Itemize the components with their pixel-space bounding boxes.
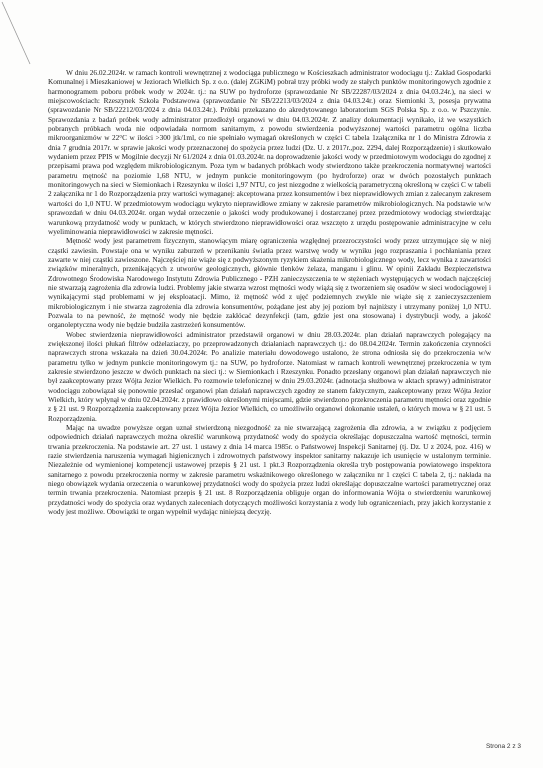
decision-body-text: [48, 68, 491, 517]
page-number-footer: Strona 2 z 3: [485, 743, 521, 750]
paragraph-sampling-results: W dniu 26.02.2024r. w ramach kontroli wewnętrznej z wodociąga publicznego w Kościeszkach administrator wodociągu tj.: Zakład Gospodarki Komunalnej i Mieszkaniowej w Jeziorach Wielkich Sp. z o.o. (dalej ZGKiM) pobrał trzy próbki wody ze stałych punktów monitoringowych zgodnie z harmonogramem poboru próbek wody w 2024r. tj.: na SUW po hydroforze (sprawozdanie Nr SB/22287/03/2024 z dnia 04.03.24r.), na sieci w miejscowościach: Rzeszynek Szkoła Podstawowa (sprawozdanie Nr SB/22213/03/2024 z dnia 04.03.24r.) oraz Siemionki 3, posesja prywatna (sprawozdanie Nr SB/22212/03/2024 z dnia 04.03.24r.). Próbki przekazano do akredytowanego laboratorium SGS Polska Sp. z o.o. w Pszczynie. Sprawozdania z badań próbek wody administrator przedłożył organowi w dniu 04.03.2024r. Z analizy dokumentacji wynikało, iż we wszystkich pobranych próbkach woda nie odpowiadała normom sanitarnym, z powodu stwierdzenia podwyższonej wartości parametru ogólna liczba mikroorganizmów w 22°C w ilości >300 jtk/1ml, co nie spełniało wymagań określonych w części C tabela 1załącznika nr 1 do Ministra Zdrowia z dnia 7 grudnia 2017r. w sprawie jakości wody przeznaczonej do spożycia przez ludzi (Dz. U. z 2017r.,poz. 2294, dalej Rozporządzenie) i skutkowało wydaniem przez PPIS w Mogilnie decyzji Nr 61/2024 z dnia 01.03.2024r. na doprowadzenie jakości wody w przedmiotowym wodociągu do zgodnej z przepisami prawa pod względem mikrobiologicznym. Poza tym w badanych próbkach wody stwierdzono także przekroczenia normatywnej wartości parametru mętność na poziomie 1,68 NTU, w jednym punkcie monitoringowym (po hydroforze) oraz w dwóch pozostałych punktach monitoringowych na sieci w Siemionkach i Rzeszynku w ilości 1,97 NTU, co jest niezgodne z wielkością parametryczną określoną w części C w tabeli 2 załącznika nr 1 do Rozporządzenia przy wartości wymaganej: akceptowana przez konsumentów i bez nieprawidłowych zmian z zalecanym zakresem wartości do 1,0 NTU. W przedmiotowym wodociągu wykryto nieprawidłowe zmiany w zakresie parametrów mikrobiologicznych. Na podstawie w/w sprawozdań w dniu 04.03.2024r. organ wydał orzeczenie o jakości wody produkowanej i dostarczanej przez przedmiotowy wodociąg stwierdzając warunkową przydatność wody w punktach, w których stwierdzono nieprawidłowości oraz wszczęto z urzędu postępowanie administracyjne w celu wyeliminowania nieprawidłowości w zakresie mętności.: [48, 68, 491, 236]
scan-corner-mark: [0, 0, 40, 70]
paragraph-corrective-plan: Wobec stwierdzenia nieprawidłowości administrator przedstawił organowi w dniu 28.03.2024r. plan działań naprawczych polegający na zwiększonej ilości płukań filtrów odżelaziaczy, po przeprowadzonych działaniach naprawczych tj.: do 08.04.2024r. Termin zakończenia czynności naprawczych strona wskazała na dzień 30.04.2024r. Po analizie materiału dowodowego ustalono, że strona odniosła się do przekroczenia w/w parametru tylko w jednym punkcie monitoringowym tj.: na SUW, po hydroforze. Natomiast w ramach kontroli wewnętrznej przekroczenia w tym zakresie stwierdzono jeszcze w dwóch punktach na sieci tj.: w Siemionkach i Rzeszynku. Ponadto przesłany organowi plan działań naprawczych nie był zaakceptowany przez Wójta Jezior Wielkich. Po rozmowie telefonicznej w dniu 29.03.2024r. (adnotacja służbowa w aktach sprawy) administrator wodociągu zobowiązał się ponownie przesłać organowi plan działań naprawczych zgodny ze stanem faktycznym, zaakceptowany przez Wójta Jezior Wielkich, który wpłynął w dniu 02.04.2024r. z prawidłowo określonymi miejscami, gdzie stwierdzono przekroczenia parametru mętności oraz zgodnie z § 21 ust. 9 Rozporządzenia zaakceptowany przez Wójta Jezior Wielkich, co umożliwiło organowi dokonanie ustaleń, o których mowa w § 21 ust. 5 Rozporządzenia.: [48, 329, 491, 423]
paragraph-legal-basis: Mając na uwadze powyższe organ uznał stwierdzoną niezgodność za nie stwarzającą zagrożenia dla zdrowia, a w związku z podjęciem odpowiednich działań naprawczych można określić warunkową przydatność wody do spożycia określając dopuszczalna wartość mętności, termin trwania przekroczenia. Na podstawie art. 27 ust. 1 ustawy z dnia 14 marca 1985r. o Państwowej Inspekcji Sanitarnej (tj. Dz. U z 2024, poz. 416) w razie stwierdzenia naruszenia wymagań higienicznych i zdrowotnych państwowy inspektor sanitarny nakazuje ich usunięcie w ustalonym terminie. Niezależnie od wymienionej kompetencji ustawowej przepis § 21 ust. 1 pkt.3 Rozporządzenia określa tryb postępowania powiatowego inspektora sanitarnego z powodu przekroczenia normy w zakresie parametru wskaźnikowego określonego w załączniku nr 1 części C tabela 2, tj.: nakłada na niego obowiązek wydania orzeczenia o warunkowej przydatności wody do spożycia przez ludzi określając dopuszczalne wartości parametrycznej oraz termin trwania przekroczenia. Natomiast przepis § 21 ust. 8 Rozporządzenia obliguje organ do informowania Wójta o stwierdzeniu warunkowej przydatności wody do spożycia oraz wydanych zaleceniach dotyczących możliwości korzystania z wody lub ograniczeniach, przy jakich korzystanie z wody jest możliwe. Obowiązki te organ wypełnił wydając niniejszą decyzję.: [48, 423, 491, 517]
paragraph-turbidity-explanation: Mętność wody jest parametrem fizycznym, stanowiącym miarę ograniczenia względnej przezroczystości wody przez utrzymujące się w niej cząstki zawiesin. Powstaje ona w wyniku zaburzeń w przenikaniu światła przez warstwę wody w wyniku jego rozpraszania i pochłaniania przez zawarte w niej cząstki zawieszone. Najczęściej nie wiąże się z podwyższonym ryzykiem skażenia mikrobiologicznego wody, lecz wynika z zawartości związków mineralnych, przenikających z utworów geologicznych, głównie tlenków żelaza, manganu i glinu. W opinii Zakładu Bezpieczeństwa Zdrowotnego Środowiska Narodowego Instytutu Zdrowia Publicznego - PZH zanieczyszczenia te w stężeniach występujących w wodach najczęściej nie stwarzają zagrożenia dla zdrowia ludzi. Problemy jakie stwarza wzrost mętności wody wiążą się z tworzeniem się osadów w sieci wodociągowej i wynikającymi stąd problemami w jej eksploatacji. Mimo, iż mętność wód z ujęć podziemnych zwykle nie wiąże się z zanieczyszczeniem mikrobiologicznym i nie stwarza zagrożenia dla zdrowia konsumentów, pożądane jest aby jej poziom był najniższy i utrzymany poniżej 1,0 NTU. Pozwala to na pewność, że mętność wody nie będzie zakłócać dezynfekcji (tam, gdzie jest ona stosowana) i dystrybucji wody, a jakość organoleptyczna wody nie będzie budziła zastrzeżeń konsumentów.: [48, 236, 491, 330]
